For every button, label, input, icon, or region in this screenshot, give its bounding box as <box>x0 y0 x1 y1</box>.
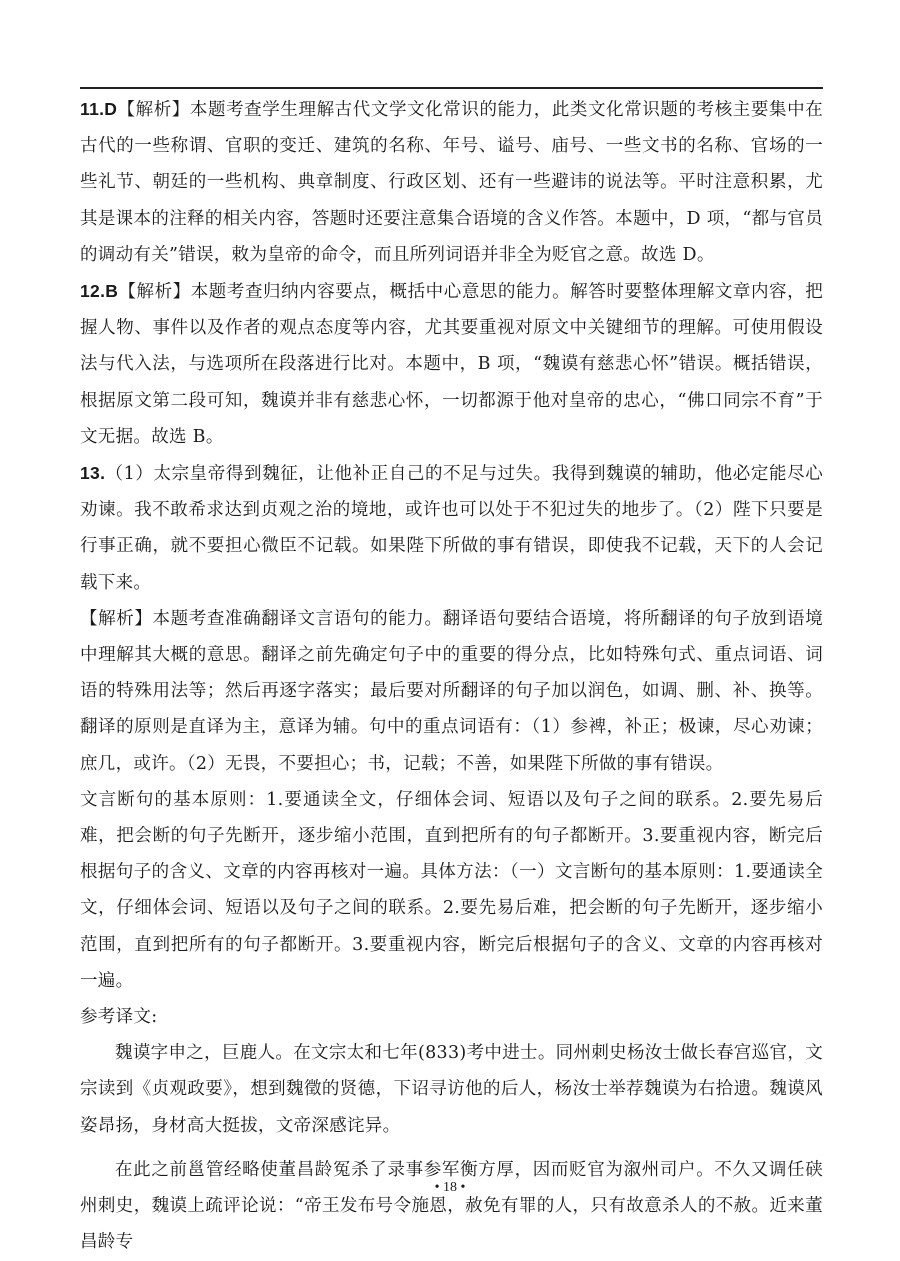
document-body <box>80 91 823 1261</box>
answer-13-method: 文言断句的基本原则：1.要通读全文，仔细体会词、短语以及句子之间的联系。2.要先易后难，把会断的句子先断开，逐步缩小范围，直到把所有的句子都断开。3.要重视内容，断完后根据句子的含义、文章的内容再核对一遍。具体方法：（一）文言断句的基本原则：1.要通读全文，仔细体会词、短语以及句子之间的联系。2.要先易后难，把会断的句子先断开，逐步缩小范围，直到把所有的句子都断开。3.要重视内容，断完后根据句子的含义、文章的内容再核对一遍。 <box>80 789 823 991</box>
answer-13 <box>80 455 823 601</box>
answer-11 <box>80 91 823 273</box>
translation-paragraph-1: 魏谟字申之，巨鹿人。在文宗太和七年(833)考中进士。同州刺史杨汝士做长春宫巡官，文宗读到《贞观政要》，想到魏徵的贤德，下诏寻访他的后人，杨汝士举荐魏谟为右拾遗。魏谟风姿昂扬，身材高大挺拔，文帝深感诧异。 <box>80 1043 823 1136</box>
answer-12-text: 【解析】本题考查归纳内容要点，概括中心意思的能力。解答时要整体理解文章内容，把握人物、事件以及作者的观点态度等内容，尤其要重视对原文中关键细节的理解。可使用假设法与代入法，与选项所在段落进行比对。本题中，B 项，“魏谟有慈悲心怀”错误。概括错误，根据原文第二段可知，魏谟并非有慈悲心怀，一切都源于他对皇帝的忠心，“佛口同宗不育”于文无据。故选 B。 <box>80 282 823 447</box>
answer-13-analysis: 【解析】本题考查准确翻译文言语句的能力。翻译语句要结合语境，将所翻译的句子放到语境中理解其大概的意思。翻译之前先确定句子中的重要的得分点，比如特殊句式、重点词语、词语的特殊用法等；然后再逐字落实；最后要对所翻译的句子加以润色，如调、删、补、换等。翻译的原则是直译为主，意译为辅。句中的重点词语有：（1）参裨，补正；极谏，尽心劝谏；庶几，或许。（2）无畏，不要担心；书，记载；不善，如果陛下所做的事有错误。 <box>80 608 823 774</box>
answer-12-number: 12.B <box>80 281 119 302</box>
translation-heading: 参考译文: <box>80 1007 158 1028</box>
answer-12 <box>80 273 823 455</box>
answer-13-number: 13. <box>80 463 106 484</box>
answer-11-number: 11.D <box>80 99 118 119</box>
top-rule <box>80 87 823 89</box>
answer-13-text: （1）太宗皇帝得到魏征，让他补正自己的不足与过失。我得到魏谟的辅助，他必定能尽心劝谏。我不敢希求达到贞观之治的境地，或许也可以处于不犯过失的地步了。（2）陛下只要是行事正确，就不要担心微臣不记载。如果陛下所做的事有错误，即使我不记载，天下的人会记载下来。 <box>80 464 823 593</box>
answer-11-text: 【解析】本题考查学生理解古代文学文化常识的能力，此类文化常识题的考核主要集中在古代的一些称谓、官职的变迁、建筑的名称、年号、谥号、庙号、一些文书的名称、官场的一些礼节、朝廷的一些机构、典章制度、行政区划、还有一些避讳的说法等。平时注意积累，尤其是课本的注释的相关内容，答题时还要注意集合语境的含义作答。本题中，D 项，“都与官员的调动有关”错误，敕为皇帝的命令，而且所列词语并非全为贬官之意。故选 D。 <box>80 100 823 265</box>
translation-paragraph-2: 在此之前邕管经略使董昌龄冤杀了录事参军衡方厚，因而贬官为溆州司户。不久又调任硖州刺史，魏谟上疏评论说：“帝王发布号令施恩，赦免有罪的人，只有故意杀人的不赦。近来董昌龄专 <box>80 1159 823 1253</box>
page-number: • 18 • <box>434 1180 466 1195</box>
